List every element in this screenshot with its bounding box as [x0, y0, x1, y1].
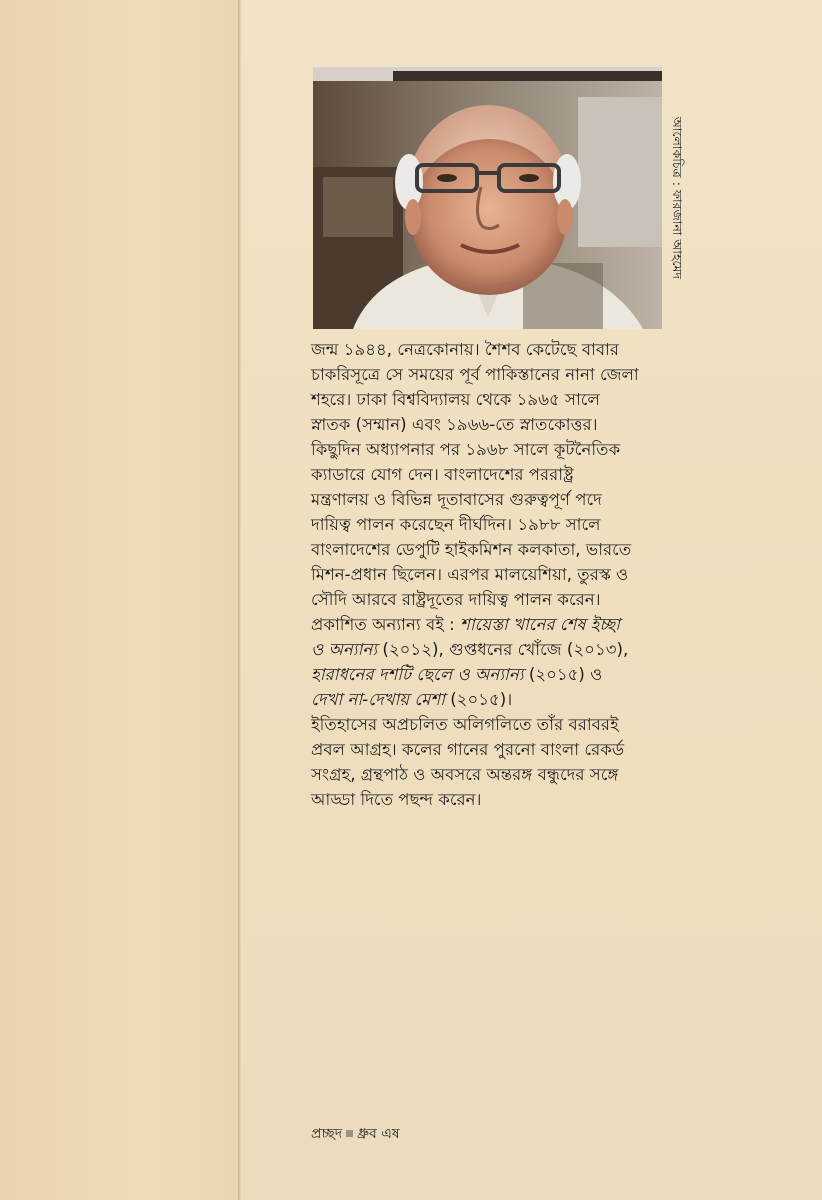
bio-line: আড্ডা দিতে পছন্দ করেন।: [311, 790, 482, 809]
bio-line: [311, 687, 671, 712]
cover-credit-label: প্রচ্ছদ: [311, 1126, 343, 1142]
bio-line: মন্ত্রণালয় ও বিভিন্ন দূতাবাসের গুরুত্বপূর্ণ পদে: [311, 490, 602, 509]
book-year: (২০১৫)।: [444, 690, 513, 709]
author-biography: [311, 337, 671, 812]
book-title: শায়েস্তা খানের শেষ ইচ্ছা: [460, 615, 620, 634]
books-intro: প্রকাশিত অন্যান্য বই :: [311, 615, 460, 634]
book-title: গুপ্তধনের খোঁজে: [449, 640, 562, 659]
bio-line: চাকরিসূত্রে সে সময়ের পূর্ব পাকিস্তানের নানা জেলা: [311, 365, 639, 384]
bio-line: প্রবল আগ্রহ। কলের গানের পুরনো বাংলা রেকর্ড: [311, 740, 625, 759]
back-cover-flap: [0, 0, 238, 1200]
book-year: (২০১৩),: [561, 640, 629, 659]
bio-line: [311, 612, 671, 637]
book-title: দেখা না-দেখায় মেশা: [311, 690, 445, 709]
book-title: হারাধনের দশটি ছেলে ও অন্যান্য: [311, 665, 524, 684]
bio-line: দায়িত্ব পালন করেছেন দীর্ঘদিন। ১৯৮৮ সালে: [311, 515, 601, 534]
photo-credit-text: আলোকচিত্র : ফারজানা আহমেদ: [670, 116, 685, 280]
bio-line: ইতিহাসের অপ্রচলিত অলিগলিতে তাঁর বরাবরই: [311, 715, 619, 734]
cover-credit-name: ধ্রুব এষ: [357, 1126, 400, 1142]
bio-line: কিছুদিন অধ্যাপনার পর ১৯৬৮ সালে কূটনৈতিক: [311, 440, 621, 459]
book-year: (২০১২),: [377, 640, 450, 659]
author-photo: [313, 67, 662, 329]
bio-line: মিশন-প্রধান ছিলেন। এরপর মালয়েশিয়া, তুরস্ক ও: [311, 565, 629, 584]
bio-line: [311, 637, 671, 662]
bio-line: জন্ম ১৯৪৪, নেত্রকোনায়। শৈশব কেটেছে বাবার: [311, 340, 620, 359]
bio-line: শহরে। ঢাকা বিশ্ববিদ্যালয় থেকে ১৯৬৫ সালে: [311, 390, 600, 409]
bio-paragraph-career: [311, 337, 671, 612]
bio-line: সৌদি আরবে রাষ্ট্রদূতের দায়িত্ব পালন করেন।: [311, 590, 601, 609]
bio-line: বাংলাদেশের ডেপুটি হাইকমিশন কলকাতা, ভারতে: [311, 540, 632, 559]
bio-line: স্নাতক (সম্মান) এবং ১৯৬৬-তে স্নাতকোত্তর।: [311, 415, 598, 434]
bio-line: ক্যাডারে যোগ দেন। বাংলাদেশের পররাষ্ট্র: [311, 465, 574, 484]
square-bullet-icon: [346, 1130, 353, 1137]
bio-line: [311, 662, 671, 687]
bio-paragraph-interests: [311, 712, 671, 812]
photo-credit: [666, 67, 684, 329]
book-year: (২০১৫) ও: [523, 665, 603, 684]
bio-paragraph-books: [311, 612, 671, 712]
book-title: ও অন্যান্য: [311, 640, 378, 659]
cover-design-credit: [311, 1122, 400, 1146]
bio-line: সংগ্রহ, গ্রন্থপাঠ ও অবসরে অন্তরঙ্গ বন্ধুদের সঙ্গে: [311, 765, 619, 784]
